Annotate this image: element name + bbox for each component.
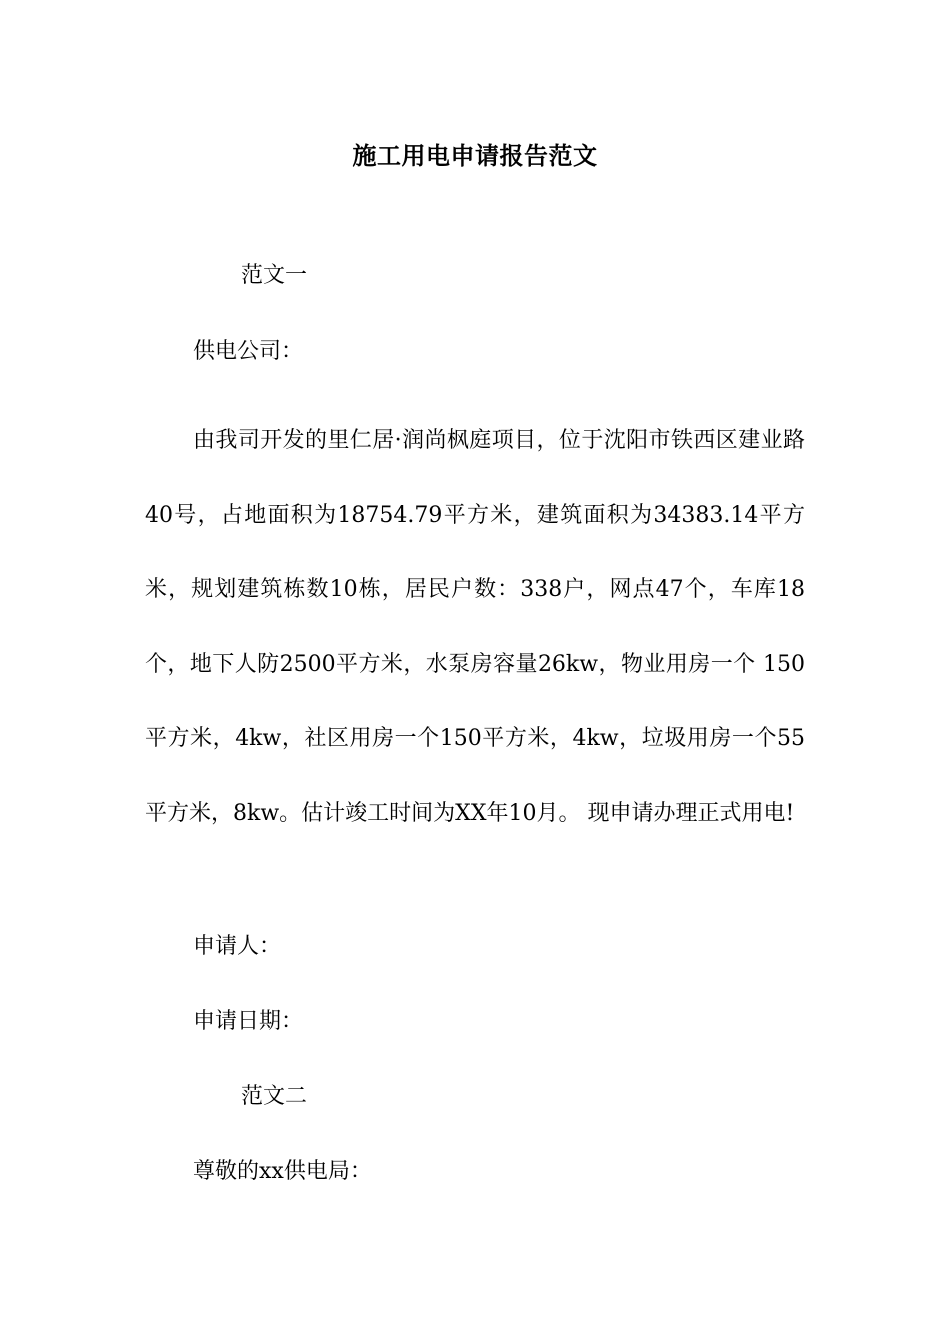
apply-date-line: 申请日期：: [193, 1009, 304, 1034]
sample-two-heading: 范文二: [241, 1084, 308, 1109]
applicant-line: 申请人：: [193, 934, 282, 959]
body-paragraph-one: 由我司开发的里仁居·润尚枫庭项目，位于沈阳市铁西区建业路40号，占地面积为18754.79平方米，建筑面积为34383.14平方米，规划建筑栋数10栋，居民户数：338户，网点47个，车库18个，地下人防2500平方米，水泵房容量26kw，物业用房一个 150平方米，4kw，社区用房一个150平方米，4kw，垃圾用房一个55平方米，8kw。估计竣工时间为XX年10月。 现申请办理正式用电!: [145, 428, 805, 826]
document-title: 施工用电申请报告范文: [352, 141, 598, 170]
salutation-power-bureau: 尊敬的xx供电局：: [193, 1159, 372, 1184]
sample-one-heading: 范文一: [241, 263, 308, 288]
salutation-power-company: 供电公司：: [193, 339, 304, 364]
